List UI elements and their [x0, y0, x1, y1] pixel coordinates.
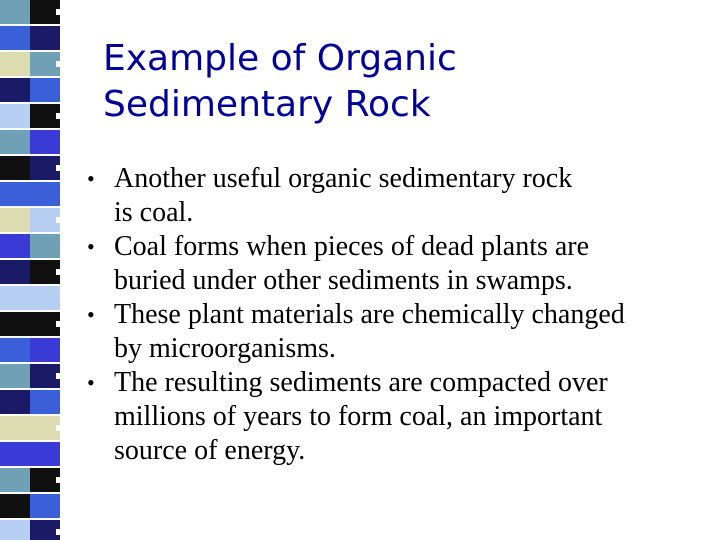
stripe-block: [0, 78, 30, 102]
bullet-item: • These plant materials are chemically changed by microorganisms.: [114, 298, 714, 366]
stripe-notch: [56, 113, 60, 119]
stripe-block: [30, 442, 60, 466]
title-line-2: Sedimentary Rock: [103, 84, 431, 125]
stripe-block: [0, 520, 30, 540]
decorative-stripe: [0, 0, 60, 540]
stripe-notch: [56, 477, 60, 483]
stripe-block: [0, 468, 30, 492]
bullet-list: [114, 162, 714, 468]
stripe-block: [0, 208, 30, 232]
bullet-item: • Coal forms when pieces of dead plants are buried under other sediments in swamps.: [114, 230, 714, 298]
stripe-notch: [56, 9, 60, 15]
stripe-block: [30, 26, 60, 50]
stripe-block: [0, 156, 30, 180]
stripe-block: [30, 234, 60, 258]
stripe-block: [0, 442, 30, 466]
stripe-notch: [56, 425, 60, 431]
stripe-block: [0, 104, 30, 128]
stripe-block: [0, 494, 30, 518]
stripe-block: [0, 0, 30, 24]
stripe-notch: [56, 165, 60, 171]
stripe-block: [30, 338, 60, 362]
stripe-block: [0, 286, 30, 310]
bullet-item: • The resulting sediments are compacted over millions of years to form coal, an important source of energy.: [114, 366, 714, 468]
slide-title: [103, 36, 663, 128]
stripe-block: [0, 182, 30, 206]
stripe-notch: [56, 269, 60, 275]
stripe-block: [0, 26, 30, 50]
stripe-notch: [56, 217, 60, 223]
stripe-block: [30, 494, 60, 518]
stripe-block: [30, 286, 60, 310]
stripe-block: [30, 78, 60, 102]
stripe-block: [0, 312, 30, 336]
stripe-block: [0, 390, 30, 414]
bullet-item: • Another useful organic sedimentary rock is coal.: [114, 162, 714, 230]
stripe-block: [0, 364, 30, 388]
stripe-notch: [56, 529, 60, 535]
stripe-notch: [56, 61, 60, 67]
stripe-block: [30, 390, 60, 414]
stripe-notch: [56, 373, 60, 379]
stripe-block: [30, 182, 60, 206]
title-line-1: Example of Organic: [103, 38, 457, 79]
stripe-block: [0, 234, 30, 258]
stripe-block: [30, 130, 60, 154]
stripe-block: [0, 130, 30, 154]
stripe-block: [0, 260, 30, 284]
stripe-block: [0, 416, 30, 440]
stripe-block: [0, 52, 30, 76]
stripe-notch: [56, 321, 60, 327]
stripe-block: [0, 338, 30, 362]
